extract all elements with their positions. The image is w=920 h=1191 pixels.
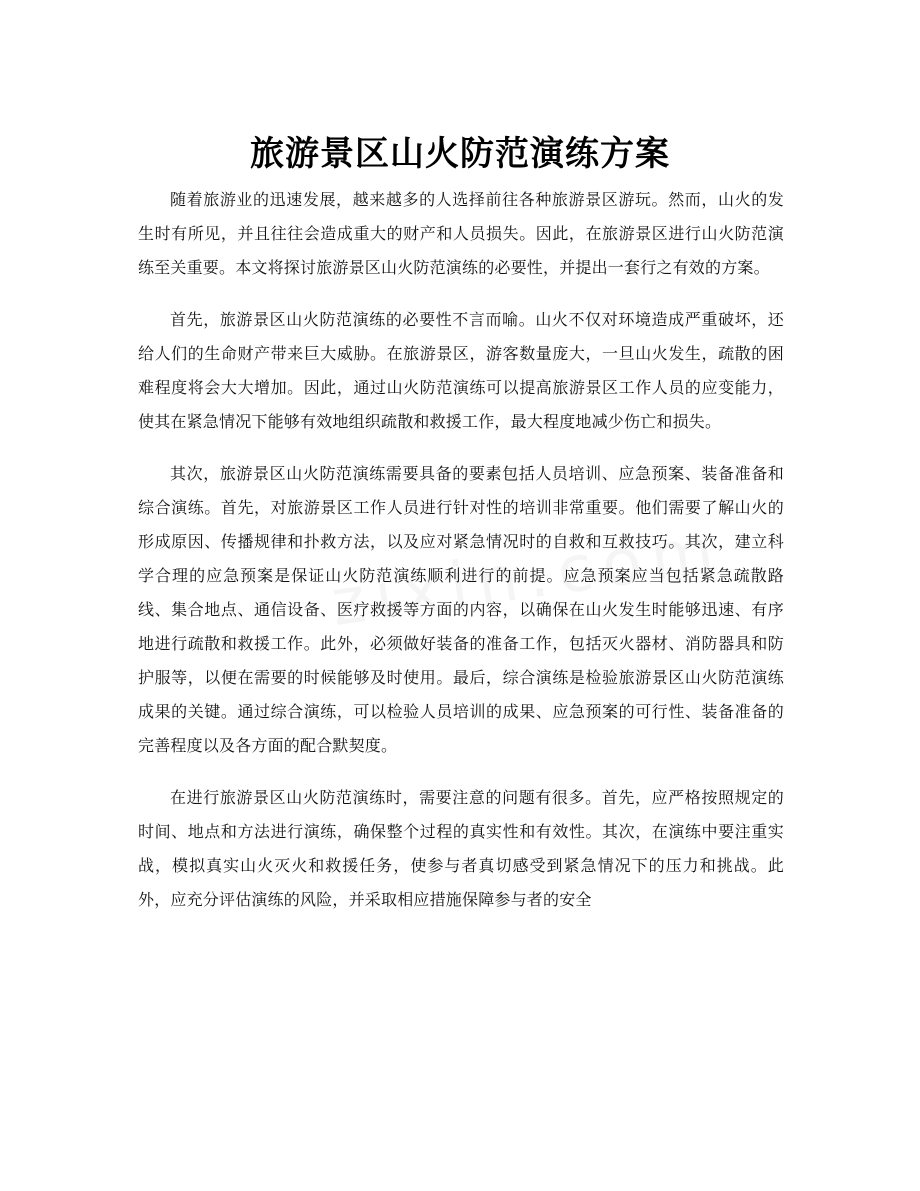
paragraph-2: 首先，旅游景区山火防范演练的必要性不言而喻。山火不仅对环境造成严重破坏，还给人们的生命财产带来巨大威胁。在旅游景区，游客数量庞大，一旦山火发生，疏散的困难程度将会大大增加。因此，通过山火防范演练可以提高旅游景区工作人员的应变能力，使其在紧急情况下能够有效地组织疏散和救援工作，最大程度地减少伤亡和损失。 <box>138 310 784 431</box>
document-title: 旅游景区山火防范演练方案 <box>250 133 670 174</box>
document-body <box>138 183 784 935</box>
paragraph-3: 其次，旅游景区山火防范演练需要具备的要素包括人员培训、应急预案、装备准备和综合演练。首先，对旅游景区工作人员进行针对性的培训非常重要。他们需要了解山火的形成原因、传播规律和扑救方法，以及应对紧急情况时的自救和互救技巧。其次，建立科学合理的应急预案是保证山火防范演练顺利进行的前提。应急预案应当包括紧急疏散路线、集合地点、通信设备、医疗救援等方面的内容，以确保在山火发生时能够迅速、有序地进行疏散和救援工作。此外，必须做好装备的准备工作，包括灭火器材、消防器具和防护服等，以便在需要的时候能够及时使用。最后，综合演练是检验旅游景区山火防范演练成果的关键。通过综合演练，可以检验人员培训的成果、应急预案的可行性、装备准备的完善程度以及各方面的配合默契度。 <box>138 464 784 755</box>
paragraph-1: 随着旅游业的迅速发展，越来越多的人选择前往各种旅游景区游玩。然而，山火的发生时有所见，并且往往会造成重大的财产和人员损失。因此，在旅游景区进行山火防范演练至关重要。本文将探讨旅游景区山火防范演练的必要性，并提出一套行之有效的方案。 <box>138 190 784 277</box>
paragraph-4: 在进行旅游景区山火防范演练时，需要注意的问题有很多。首先，应严格按照规定的时间、地点和方法进行演练，确保整个过程的真实性和有效性。其次，在演练中要注重实战，模拟真实山火灭火和救援任务，使参与者真切感受到紧急情况下的压力和挑战。此外，应充分评估演练的风险，并采取相应措施保障参与者的安全 <box>138 788 784 909</box>
